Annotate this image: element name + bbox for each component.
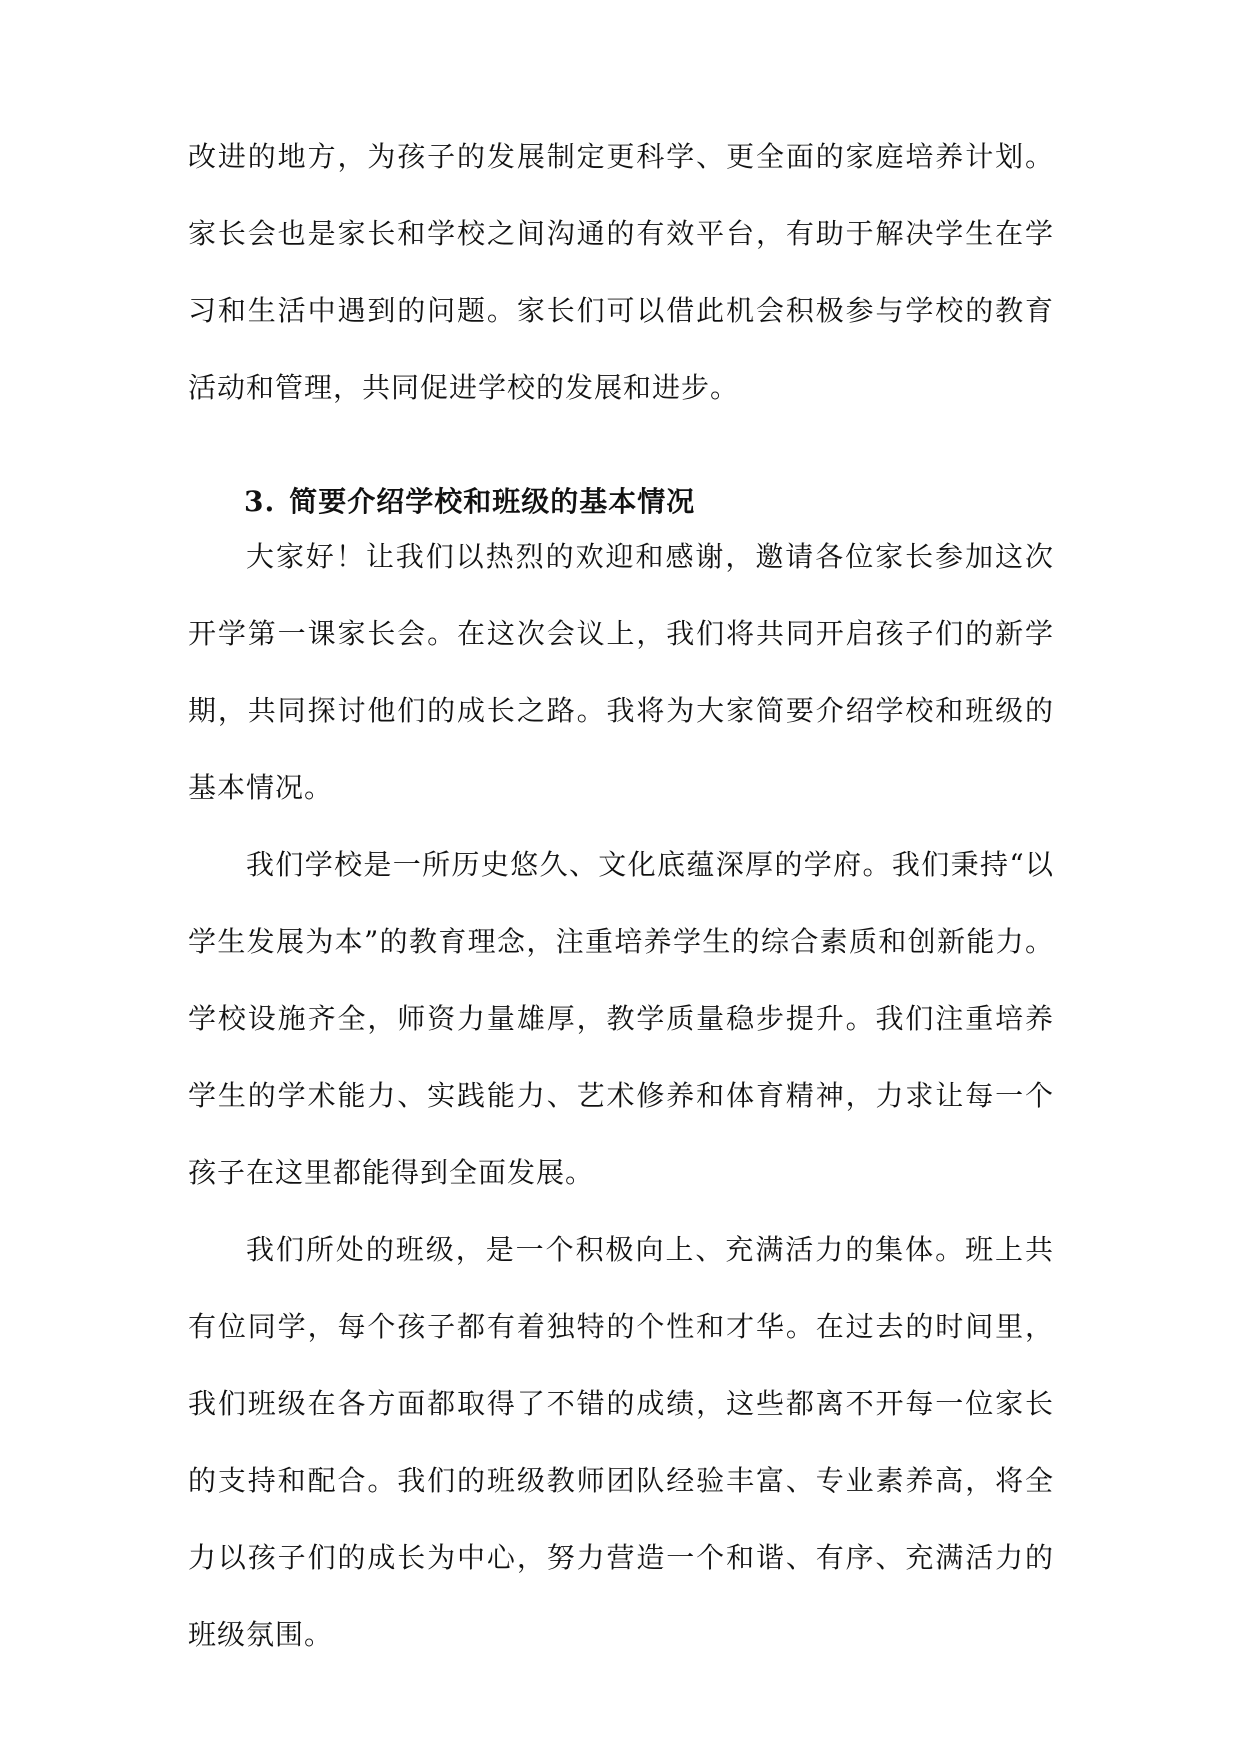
- paragraph-school: 我们学校是一所历史悠久、文化底蕴深厚的学府。我们秉持“以学生发展为本”的教育理念，注重培养学生的综合素质和创新能力。学校设施齐全，师资力量雄厚，教学质量稳步提升。我们注重培养学生的学术能力、实践能力、艺术修养和体育精神，力求让每一个孩子在这里都能得到全面发展。: [188, 848, 1054, 1189]
- section-heading: [244, 482, 695, 522]
- continuation-paragraph: 改进的地方，为孩子的发展制定更科学、更全面的家庭培养计划。家长会也是家长和学校之间沟通的有效平台，有助于解决学生在学习和生活中遇到的问题。家长们可以借此机会积极参与学校的教育活动和管理，共同促进学校的发展和进步。: [188, 140, 1054, 404]
- section-title: 简要介绍学校和班级的基本情况: [289, 485, 696, 518]
- section-number: 3.: [244, 485, 276, 518]
- paragraph-intro: 大家好！让我们以热烈的欢迎和感谢，邀请各位家长参加这次开学第一课家长会。在这次会议上，我们将共同开启孩子们的新学期，共同探讨他们的成长之路。我将为大家简要介绍学校和班级的基本情况。: [188, 540, 1054, 804]
- paragraph-class: 我们所处的班级，是一个积极向上、充满活力的集体。班上共有位同学，每个孩子都有着独特的个性和才华。在过去的时间里，我们班级在各方面都取得了不错的成绩，这些都离不开每一位家长的支持和配合。我们的班级教师团队经验丰富、专业素养高，将全力以孩子们的成长为中心，努力营造一个和谐、有序、充满活力的班级氛围。: [188, 1233, 1054, 1651]
